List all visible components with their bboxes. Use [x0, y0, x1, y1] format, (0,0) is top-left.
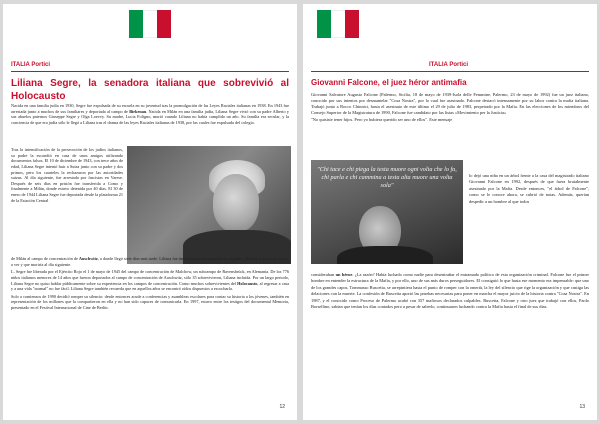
- section-label: ITALIA Portici: [429, 62, 468, 68]
- left-page: [3, 4, 297, 420]
- giovanni-falcone-photo: [311, 160, 463, 264]
- right-page: [303, 4, 597, 420]
- liliana-segre-photo: [127, 146, 291, 264]
- section-label: ITALIA Portici: [11, 62, 50, 68]
- article-body: consideraban un héroe. ¿La razón? Había luchado como nadie para desentrañar el entramado político de esta organización criminal. Falcone fue el primer hombre en entender la estructura de la Mafia, y por ello, uno de sus más duros perseguidores. El consiguió lo que hasta ese momento era impensable: que uno de los grandes capos, Tommasso Buscetta, se arrepintiera hasta el punto de romper con la omertà, la ley del silencio que rige la organización y que castiga las delaciones con la muerte. La confesión de Buscetta aportó las pruebas necesarias para poner en marcha el mayor juicio de la historia contra "Cosa Nostra". En 1987, y el conocido como Proceso de Palermo acabó con 357 mafiosos declarados culpables. Buscetta, Falcone y otro juez que trabajó con ellos, Paolo Borsellino, sabían que tenían los días contados pero a pesar de saberlo, continuaron luchando contra la Mafia hasta el final de sus días.: [311, 272, 590, 309]
- article-column: Tras la intensificación de la persecución de los judíos italianos, su padre la escondió en casa de unos amigos utilizando documentos falsos. El 10 de diciembre de 1943, con trece años de edad, Liliana Segre intentó huir a Suiza junto con su padre y dos primos, pero los cuarteles la rechazaron por las autoridades suizas. Al día siguiente, fue arrestada por fascistas en Varese. Después de seis días en prisión fue transferida a Como y finalmente a Milán, donde estuvo detenida por 40 días. El 30 de enero de 1944 Liliana Segre fue deportada desde la plataforma 21 de la Estación Central: [11, 147, 124, 203]
- article-intro: Nacida en una familia judía en 1930, Segre fue expulsada de su escuela en su juventud tras la promulgación de las Leyes Raciales italianas en 1938. En 1943 fue arrestada junto a muchos de sus familiares y deportada al campo de Birkenau. Nacida en Milán en una familia judía, Liliana Segre vivió con su padre Alberto y sus abuelos paternos Giuseppe Segre y Olga Loevvy. Su madre, Lucia Foligno, murió cuando Liliana no había cumplido un año. Su familia era secular, y la conciencia de que era judía sólo le llegó a Liliana tras el drama de las leyes Raciales italianas de 1938, por las cuales fue expulsada del colegio.: [11, 103, 289, 125]
- article-column: lo dejó una niña en un árbol frente a la casa del magistrado italiano Giovanni Falcone en 1992, después de que fuera brutalmente asesinado por la Mafia. Desde entonces, "el árbol de Falcone", como se le conoce ahora, se cubrió de notas. Además, querían despedir a un hombre al que todos: [469, 173, 589, 204]
- article-body: de Milán al campo de concentración de Auschwitz, a donde llegó siete días más tarde. Liliana fue inmediatamente separada de su padre, Alberto, a quien no volvió a ver y que moriría al día siguiente. L. Segre fue liberada por el Ejército Rojo el 1 de mayo de 1945 del campo de concentración de Malchow, un subcampo de Ravensbrück, en Alemania. De los 776 niños italianos menores de 14 años que fueron deportados al campo de concentración de Auschwitz, sólo 35 sobrevivieron, Liliana incluida. Por un largo periodo, Liliana Segre no quiso hablar públicamente sobre su experiencia en los campos de concentración. Como muchos sobrevivientes del Holocausto, al regresar a casa y a una vida "normal" no fue fácil. Liliana Segre también recuerda que en aquellos años se encontró oídos dispuestos a escucharla. Solo a comienzos de 1990 decidió romper su silencio: desde entonces acude a conferencias y asambleas escolares para contar su historia a los jóvenes, también en representación de los millones que la compartieron en ella y no han sido capaces de comunicarla. En 1997, estuvo entre los testigos del documental Memoria, presentado en el Festival Internacional de Cine de Berlín.: [11, 256, 290, 311]
- page-number: 13: [579, 404, 585, 410]
- section-divider: [311, 71, 589, 72]
- page-number: 12: [279, 404, 285, 410]
- section-divider: [11, 71, 289, 72]
- article-headline: Giovanni Falcone, el juez héror antimafia: [311, 78, 467, 87]
- article-headline: Liliana Segre, la senadora italiana que sobrevivió al Holocausto: [11, 78, 289, 102]
- photo-quote: "Chi tace e chi piega la testa muore ogni volta che lo fa, chi parla e chi cammina a testa alta muore una volta sola": [317, 166, 457, 189]
- italian-flag: [317, 10, 359, 38]
- italian-flag: [129, 10, 171, 38]
- article-intro: Giovanni Salvatore Augusto Falcone (Palermo, Sicilia, 18 de mayo de 1939-Isola delle Femmine, Palermo, 23 de mayo de 1992) fue un juez italiano, conocido por sus intentos por desmantelar "Cosa Nostra", por lo cual fue asesinado. Falcone destacó intensamente por su labor contra la mafia italiana. Trabajó junto a Rocco Chinnici, hasta el asesinato de este último el 29 de julio de 1983, perpetrado por la Mafia. En las elecciones de los miembros del Consejo Superior de la Magistratura de 1990, Falcone fue candidato por las listas «Movimiento per la Justicia» "No quisiste tener hijos. Pero yo hubiera querido ser uno de ellos". Este mensaje: [311, 92, 589, 123]
